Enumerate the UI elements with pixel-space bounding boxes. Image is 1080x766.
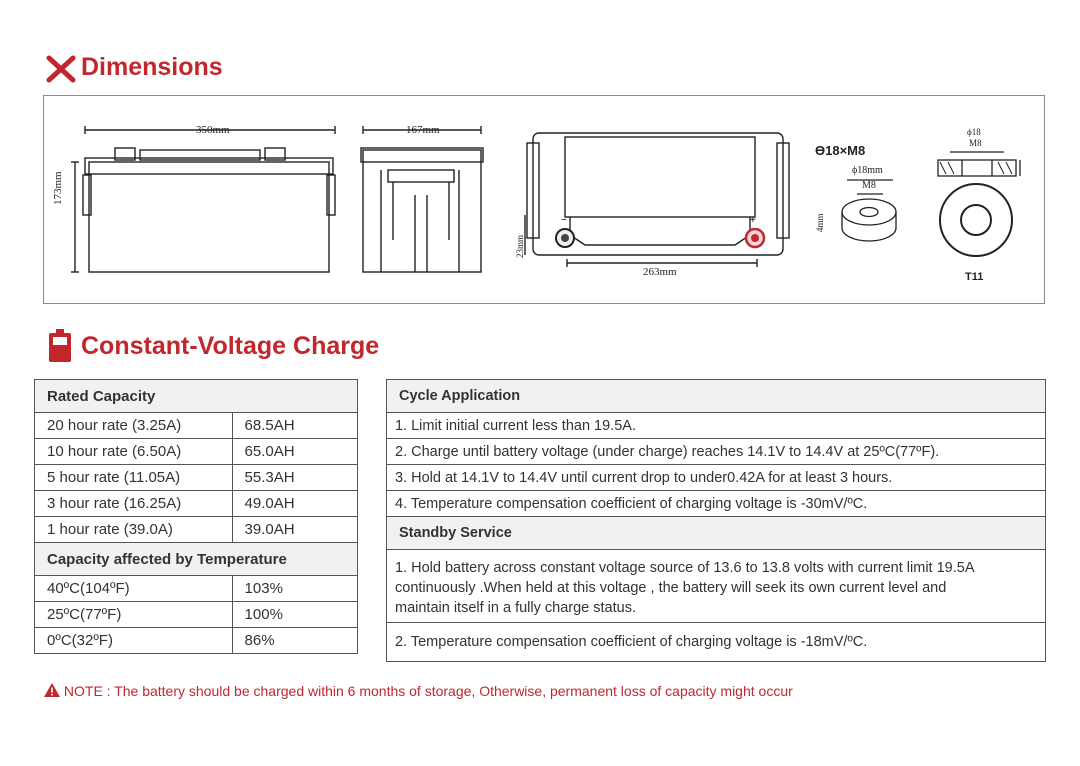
dimensions-title: Dimensions [81, 53, 223, 81]
rate-value: 39.0AH [232, 517, 357, 543]
table-row [35, 491, 358, 517]
cycle-application-header: Cycle Application [387, 380, 1046, 413]
standby-item-text: 1. Hold battery across constant voltage source of 13.6 to 13.8 volts with current limit 19.5A continuously .When held at this voltage , the battery will seek its own current level and maintain itself in a fully charge status. [395, 560, 974, 616]
table-row [35, 413, 358, 439]
charge-title: Constant-Voltage Charge [81, 332, 380, 360]
charging-methods-table [386, 379, 1046, 662]
terminal-spec-label: Ө18×M8 [815, 143, 866, 158]
t11-label: T11 [965, 271, 984, 283]
top-terminal-height-label: 23mm [515, 234, 525, 258]
table-row [35, 439, 358, 465]
warning-icon [44, 683, 60, 697]
temperature-header: Capacity affected by Temperature [35, 543, 358, 576]
rate-label: 3 hour rate (16.25A) [35, 491, 233, 517]
cross-icon [46, 55, 76, 83]
list-item [387, 623, 1046, 662]
rated-capacity-header: Rated Capacity [35, 380, 358, 413]
top-length-label: 263mm [643, 266, 677, 278]
battery-top-view [515, 125, 795, 285]
temperature-value: 100% [232, 602, 357, 628]
rate-value: 65.0AH [232, 439, 357, 465]
svg-text:+: + [750, 215, 756, 226]
cycle-item: 2. Charge until battery voltage (under charge) reaches 14.1V to 14.4V at 25ºC(77ºF). [387, 439, 1046, 465]
side-width-label: 167mm [406, 124, 440, 136]
t11-thread-label: M8 [969, 138, 982, 148]
rate-label: 1 hour rate (39.0A) [35, 517, 233, 543]
rate-label: 20 hour rate (3.25A) [35, 413, 233, 439]
t11-terminal-icon [928, 140, 1028, 268]
rate-label: 10 hour rate (6.50A) [35, 439, 233, 465]
cycle-item: 1. Limit initial current less than 19.5A. [387, 413, 1046, 439]
cycle-item: 3. Hold at 14.1V to 14.4V until current drop to under0.42A for at least 3 hours. [387, 465, 1046, 491]
table-row [35, 465, 358, 491]
temperature-value: 86% [232, 628, 357, 654]
terminal-diameter-label: ϕ18mm [852, 165, 883, 176]
table-row [35, 602, 358, 628]
rate-value: 68.5AH [232, 413, 357, 439]
standby-item [387, 550, 1046, 623]
list-item [387, 491, 1046, 517]
list-item [387, 439, 1046, 465]
rate-value: 55.3AH [232, 465, 357, 491]
rate-value: 49.0AH [232, 491, 357, 517]
table-row [35, 517, 358, 543]
table-row [35, 576, 358, 602]
temperature-value: 103% [232, 576, 357, 602]
temperature-label: 0ºC(32ºF) [35, 628, 233, 654]
temperature-label: 25ºC(77ºF) [35, 602, 233, 628]
rate-label: 5 hour rate (11.05A) [35, 465, 233, 491]
battery-icon [48, 329, 72, 363]
table-row [35, 628, 358, 654]
terminal-thread-label: M8 [862, 180, 876, 191]
standby-service-header: Standby Service [387, 517, 1046, 550]
list-item [387, 465, 1046, 491]
storage-note [44, 683, 793, 699]
svg-text:−: − [561, 215, 567, 226]
list-item [387, 413, 1046, 439]
terminal-height-label: 4mm [815, 213, 825, 232]
capacity-table [34, 379, 358, 654]
terminal-washer-icon [835, 170, 900, 250]
list-item [387, 550, 1046, 623]
temperature-label: 40ºC(104ºF) [35, 576, 233, 602]
storage-note-text: NOTE : The battery should be charged within 6 months of storage, Otherwise, permanent loss of capacity might occur [63, 683, 793, 699]
t11-diameter-label: ϕ18 [967, 127, 981, 137]
battery-side-view [355, 120, 490, 280]
standby-item: 2. Temperature compensation coefficient of charging voltage is -18mV/ºC. [387, 623, 1046, 662]
front-width-label: 350mm [196, 124, 230, 136]
battery-front-view [55, 120, 345, 280]
front-height-label: 173mm [52, 171, 64, 205]
cycle-item: 4. Temperature compensation coefficient of charging voltage is -30mV/ºC. [387, 491, 1046, 517]
